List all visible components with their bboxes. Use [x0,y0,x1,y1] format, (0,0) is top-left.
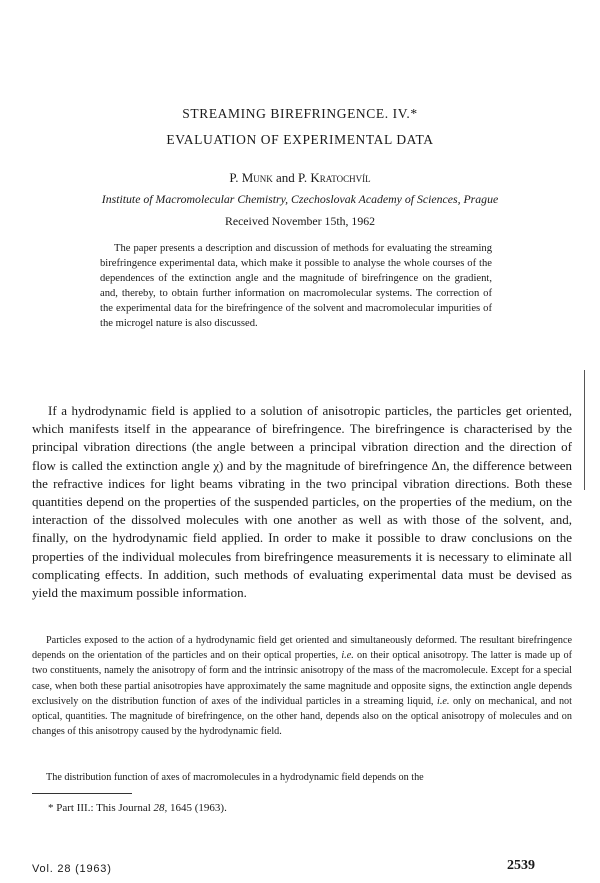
footnote [48,802,227,814]
footnote-rule [32,793,132,794]
authors-line [0,170,600,186]
title-line-2: EVALUATION OF EXPERIMENTAL DATA [166,132,434,147]
small-paragraph-1 [32,633,572,739]
body-paragraph: If a hydrodynamic field is applied to a solution of anisotropic particles, the particles get oriented, which manifests itself in the appearance of birefringence. The birefringence is characterised by the principal vibration directions (the angle between a principal vibration direction and the direction of flow is called the extinction angle χ) and by the magnitude of birefringence Δn, the difference between the refractive indices for light beams vibrating in the two principal vibration directions. Both these quantities depend on the properties of the suspended particles, on the properties of the medium, on the interaction of the dissolved molecules with one another as well as with those of the solvent, and, finally, on the hydrodynamic field applied. In order to make it possible to draw conclusions on the properties of the individual molecules from birefringence measurements it is necessary to eliminate all complicating effects. In addition, such methods of evaluating experimental data must be devised as yield the maximum possible information. [32,403,572,601]
small-p1-ie-1: i.e. [341,650,354,662]
small-p1-part-a: Particles exposed to the action of a hydrodynamic field get oriented and simultaneously deformed. The resultant birefringence depends on the orientation of the particles and on their optical properties, [32,635,572,662]
author1-name: Munk [241,170,273,185]
author-conjunction: and P. [272,170,311,185]
page-number: 2539 [507,858,535,873]
institute-affiliation: Institute of Macromolecular Chemistry, Czechoslovak Academy of Sciences, Prague [101,192,499,206]
margin-rule [584,370,585,490]
small-p1-part-c: only on mechanical, and not optical, quantities. The magnitude of birefringence, on the other hand, depends also on the optical anisotropy of molecules and on changes of this anisotropy caused by the hydrodynamic field. [32,695,572,738]
journal-volume: Vol. 28 (1963) [32,863,112,875]
author1-prefix: P. [229,170,242,185]
small-p1-ie-2: i.e. [436,695,450,707]
title-line-1: STREAMING BIREFRINGENCE. IV.* [182,106,418,121]
footnote-part-a: * Part III.: This Journal [48,802,154,814]
received-date: Received November 15th, 1962 [224,214,376,228]
small-paragraph-2: The distribution function of axes of macromolecules in a hydrodynamic field depends on the [46,772,424,783]
small-p1-part-b: on their optical anisotropy. The latter is made up of two constituents, namely the anisotropy of form and the intrinsic anisotropy of the mass of the macromolecule. Except for a special case, when both these partial anisotropies have approximately the same magnitude and opposite signs, the extinction angle depends exclusively on the distribution function of axes of the individual particles in a streaming liquid, [32,650,572,707]
author2-name: Kratochvíl [310,170,371,185]
abstract: The paper presents a description and discussion of methods for evaluating the streaming birefringence experimental data, which make it possible to analyse the whole courses of the dependences of the extinction angle and the magnitude of birefringence on the gradient, and, thereby, to obtain further information on macromolecular systems. The correction of the experimental data for the birefringence of the solvent and macromolecular impurities of the microgel nature is also discussed. [100,243,492,330]
footnote-volume: 28, [153,802,168,814]
footnote-part-b: 1645 (1963). [167,802,227,814]
